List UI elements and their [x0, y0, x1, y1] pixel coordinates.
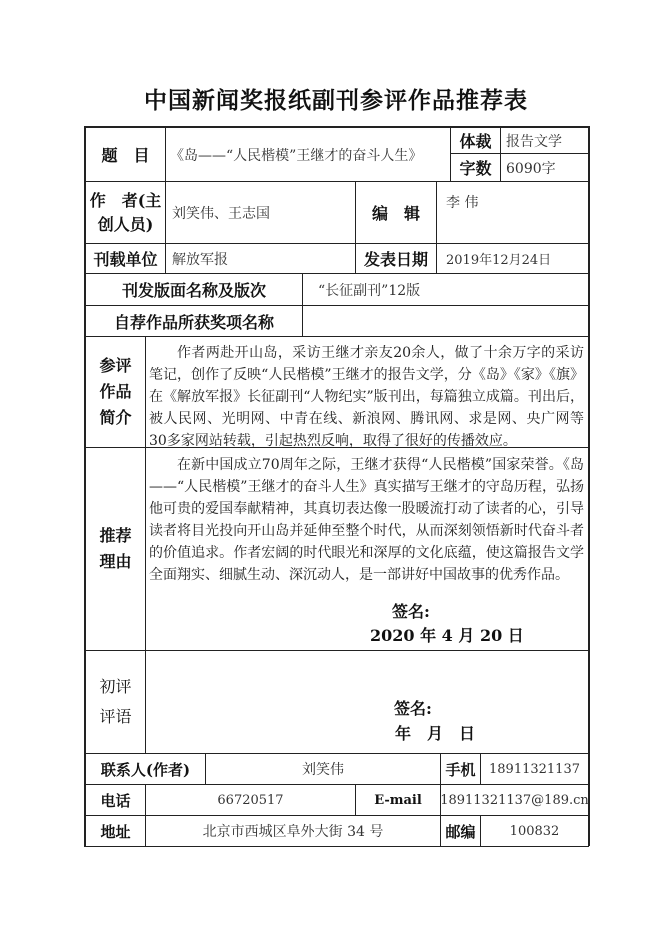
table-border-right — [588, 126, 590, 846]
table-border-bottom — [84, 846, 589, 847]
genre-label: 体裁 — [459, 132, 492, 151]
awards-label: 自荐作品所获奖项名称 — [113, 312, 274, 332]
reason-label-line2: 理由 — [99, 552, 132, 571]
publisher-value: 解放军报 — [172, 251, 228, 268]
author-label — [86, 182, 165, 243]
mobile-value: 18911321137 — [489, 761, 580, 777]
review-signature-date: 年 月 日 — [395, 724, 476, 743]
author-value: 刘笑伟、王志国 — [172, 205, 270, 222]
reason-signature-date: 2020 年 4 月 20 日 — [370, 626, 524, 645]
row-divider — [84, 650, 589, 651]
publisher-label: 刊载单位 — [93, 250, 158, 269]
review-label — [86, 651, 145, 753]
reason-label — [86, 448, 145, 650]
review-signature-label: 签名: — [394, 699, 432, 718]
intro-text: 作者两赴开山岛，采访王继才亲友20余人，做了十余万字的采访笔记，创作了反映“人民楷模”王继才的报告文学，分《岛》《家》《旗》在《解放军报》长征副刊“人物纪实”版刊出，每篇独立成篇。刊出后，被人民网、光明网、中青在线、新浪网、腾讯网、求是网、央广网等30多家网站转载，引起热烈反响，取得了很好的传播效应。 — [149, 345, 584, 449]
wordcount-value: 6090字 — [506, 160, 556, 177]
review-label-line2: 评语 — [99, 707, 132, 726]
email-value: 18911321137@189.cn — [440, 792, 589, 808]
phone-value: 66720517 — [217, 792, 284, 808]
postcode-value: 100832 — [509, 823, 560, 839]
pubdate-value: 2019年12月24日 — [446, 253, 552, 268]
mobile-label: 手机 — [445, 760, 476, 779]
topic-label: 题 目 — [101, 146, 150, 165]
pubdate-label: 发表日期 — [363, 250, 428, 269]
reason-signature-label: 签名: — [392, 602, 430, 621]
editor-value: 李 伟 — [446, 195, 479, 211]
edition-label: 刊发版面名称及版次 — [121, 281, 266, 300]
col-divider — [302, 273, 303, 336]
contact-label: 联系人(作者) — [100, 760, 191, 779]
intro-label-line3: 简介 — [99, 408, 132, 427]
phone-label: 电话 — [100, 791, 131, 810]
intro-label — [86, 337, 145, 447]
reason-text: 在新中国成立70周年之际，王继才获得“人民楷模”国家荣誉。《岛——“人民楷模”王继才的奋斗人生》真实描写王继才的守岛历程，弘扬他可贵的爱国奉献精神，其真切表达像一股暖流打动了读者的心，引导读者将目光投向开山岛并延伸至整个时代，从而深刻领悟新时代奋斗者的价值追求。作者宏阔的时代眼光和深厚的文化底蕴，使这篇报告文学全面翔实、细腻生动、深沉动人，是一部讲好中国故事的优秀作品。 — [149, 457, 584, 583]
edition-value: “长征副刊”12版 — [318, 282, 421, 299]
review-label-line1: 初评 — [99, 677, 132, 696]
col-divider — [165, 126, 166, 273]
col-divider — [500, 126, 501, 181]
col-divider — [145, 336, 146, 753]
wordcount-label: 字数 — [459, 159, 492, 178]
editor-label: 编 辑 — [371, 204, 420, 223]
genre-value: 报告文学 — [506, 133, 562, 150]
form-title: 中国新闻奖报纸副刊参评作品推荐表 — [144, 87, 528, 114]
author-label-line2: 创人员) — [97, 214, 154, 234]
contact-value: 刘笑伟 — [302, 762, 344, 778]
intro-label-line1: 参评 — [99, 356, 132, 375]
row-divider — [84, 336, 589, 337]
author-label-line1: 作 者(主 — [89, 190, 162, 210]
email-label: E-mail — [374, 792, 422, 808]
reason-label-line1: 推荐 — [99, 526, 132, 545]
address-value: 北京市西城区阜外大街 34 号 — [202, 824, 384, 840]
postcode-label: 邮编 — [445, 822, 476, 841]
intro-label-line2: 作品 — [99, 382, 132, 401]
awards-value — [318, 306, 578, 336]
topic-value: 《岛——“人民楷模”王继才的奋斗人生》 — [170, 147, 423, 164]
col-divider — [436, 181, 437, 273]
address-label: 地址 — [100, 822, 131, 841]
